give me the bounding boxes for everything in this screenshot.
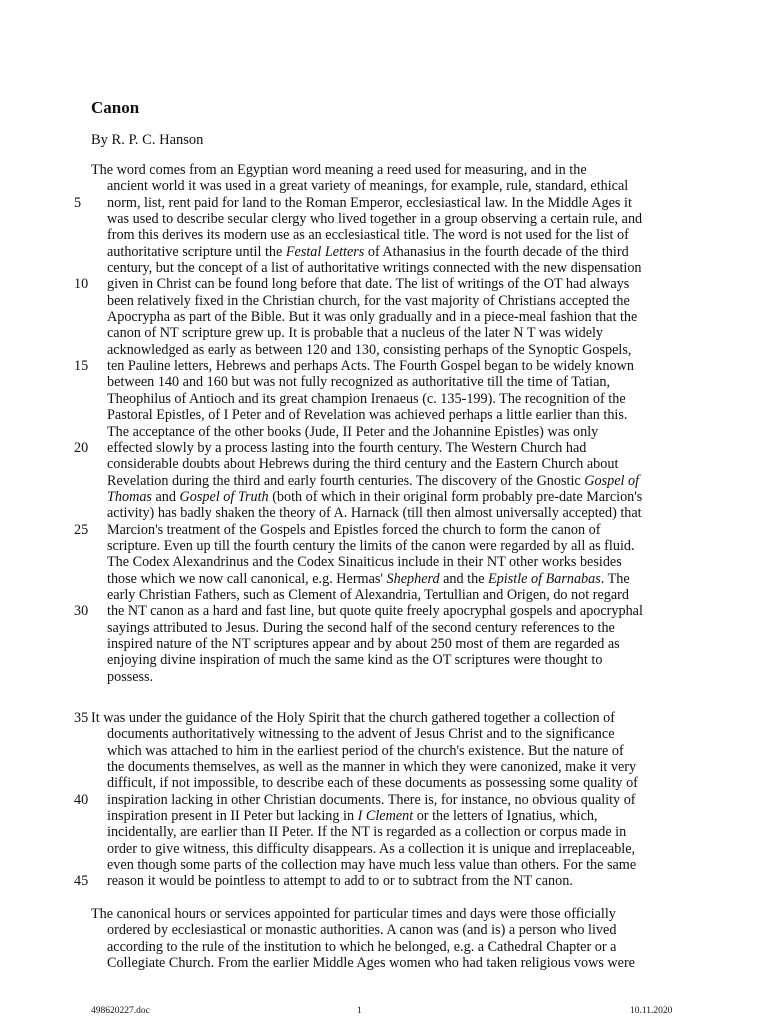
- line-text: ordered by ecclesiastical or monastic authorities. A canon was (and is) a person who lived: [107, 922, 617, 939]
- text-line: [0, 276, 768, 292]
- line-text: scripture. Even up till the fourth century the limits of the canon were regarded by all as fluid.: [107, 537, 635, 554]
- line-text: Marcion's treatment of the Gospels and Epistles forced the church to form the canon of: [107, 521, 601, 538]
- text-line: [0, 775, 768, 791]
- text-line: [0, 955, 768, 971]
- text-line: [0, 726, 768, 742]
- text-line: [0, 309, 768, 325]
- text-line: [0, 456, 768, 472]
- line-text: inspired nature of the NT scriptures appear and by about 250 most of them are regarded as: [107, 635, 620, 652]
- text-line: [0, 906, 768, 922]
- line-text: ancient world it was used in a great variety of meanings, for example, rule, standard, ethical: [107, 178, 629, 195]
- line-text: which was attached to him in the earliest period of the church's existence. But the nature of: [107, 742, 624, 759]
- line-text: canon of NT scripture grew up. It is probable that a nucleus of the later N T was widely: [107, 325, 604, 342]
- line-text: The word comes from an Egyptian word meaning a reed used for measuring, and in the: [91, 162, 587, 178]
- line-text: ten Pauline letters, Hebrews and perhaps Acts. The Fourth Gospel began to be widely known: [107, 358, 634, 375]
- text-line: [0, 227, 768, 243]
- line-text: was used to describe secular clergy who lived together in a group observing a certain rule, and: [107, 211, 643, 228]
- text-line: [0, 873, 768, 889]
- footer-date: 10.11.2020: [630, 1006, 673, 1016]
- line-number: 45: [74, 873, 89, 890]
- text-line: [0, 325, 768, 341]
- line-text: inspiration lacking in other Christian documents. There is, for instance, no obvious quality of: [107, 791, 636, 808]
- line-number: 10: [74, 276, 89, 293]
- text-line: [0, 743, 768, 759]
- text-line: [0, 489, 768, 505]
- footer-page-number: 1: [357, 1006, 362, 1016]
- text-line: [0, 407, 768, 423]
- line-text: from this derives its modern use as an ecclesiastical title. The word is not used for the list of: [107, 227, 629, 244]
- line-text: effected slowly by a process lasting into the fourth century. The Western Church had: [107, 439, 587, 456]
- text-line: [0, 571, 768, 587]
- line-text: century, but the concept of a list of authoritative writings connected with the new dispensation: [107, 260, 642, 277]
- text-line: [0, 424, 768, 440]
- text-line: [0, 178, 768, 194]
- text-line: [0, 162, 768, 178]
- text-line: [0, 554, 768, 570]
- line-text: Revelation during the third and early fourth centuries. The discovery of the Gnostic Gospel of: [107, 472, 640, 489]
- author-byline: By R. P. C. Hanson: [91, 132, 204, 148]
- text-line: [0, 374, 768, 390]
- line-text: activity) has badly shaken the theory of A. Harnack (till then almost universally accepted) that: [107, 505, 642, 522]
- text-line: [0, 211, 768, 227]
- line-number: 40: [74, 791, 89, 808]
- line-text: authoritative scripture until the Festal Letters of Athanasius in the fourth decade of the third: [107, 243, 629, 260]
- line-number: 5: [74, 194, 82, 211]
- text-line: [0, 939, 768, 955]
- line-text: order to give witness, this difficulty disappears. As a collection it is unique and irreplaceable,: [107, 840, 636, 857]
- text-line: [0, 603, 768, 619]
- line-number: 25: [74, 521, 89, 538]
- text-line: [0, 260, 768, 276]
- line-text: Pastoral Epistles, of I Peter and of Revelation was achieved perhaps a little earlier than this.: [107, 407, 628, 424]
- line-text: Collegiate Church. From the earlier Middle Ages women who had taken religious vows were: [107, 955, 635, 972]
- line-text: acknowledged as early as between 120 and 130, consisting perhaps of the Synoptic Gospels,: [107, 341, 632, 358]
- line-text: considerable doubts about Hebrews during the third century and the Eastern Church about: [107, 456, 619, 473]
- paragraph-3: [0, 906, 768, 971]
- line-number: 20: [74, 439, 89, 456]
- line-text: incidentally, are earlier than II Peter. If the NT is regarded as a collection or corpus made in: [107, 824, 627, 841]
- text-line: [0, 244, 768, 260]
- text-line: [0, 505, 768, 521]
- text-line: [0, 710, 768, 726]
- line-text: possess.: [107, 668, 154, 685]
- line-number: 30: [74, 603, 89, 620]
- line-text: The acceptance of the other books (Jude, II Peter and the Johannine Epistles) was only: [107, 423, 599, 440]
- text-line: [0, 652, 768, 668]
- line-text: sayings attributed to Jesus. During the second half of the second century references to the: [107, 619, 615, 636]
- paragraph-1: [0, 162, 768, 685]
- line-text: according to the rule of the institution to which he belonged, e.g. a Cathedral Chapter or a: [107, 938, 617, 955]
- line-text: difficult, if not impossible, to describe each of these documents as possessing some quality of: [107, 775, 638, 792]
- text-line: [0, 759, 768, 775]
- line-text: given in Christ can be found long before that date. The list of writings of the OT had always: [107, 276, 630, 293]
- line-text: the documents themselves, as well as the manner in which they were canonized, make it very: [107, 759, 637, 776]
- text-line: [0, 857, 768, 873]
- text-line: [0, 538, 768, 554]
- text-line: [0, 293, 768, 309]
- text-line: [0, 342, 768, 358]
- line-text: The Codex Alexandrinus and the Codex Sinaiticus include in their NT other works besides: [107, 554, 622, 571]
- line-number: 15: [74, 358, 89, 375]
- line-text: enjoying divine inspiration of much the same kind as the OT scriptures were thought to: [107, 652, 603, 669]
- text-line: [0, 358, 768, 374]
- line-text: reason it would be pointless to attempt to add to or to subtract from the NT canon.: [107, 873, 573, 890]
- line-text: even though some parts of the collection may have much less value than others. For the same: [107, 857, 637, 874]
- line-text: Theophilus of Antioch and its great champion Irenaeus (c. 135-199). The recognition of the: [107, 390, 626, 407]
- line-text: between 140 and 160 but was not fully recognized as authoritative till the time of Tatian,: [107, 374, 611, 391]
- text-line: [0, 792, 768, 808]
- text-line: [0, 636, 768, 652]
- text-line: [0, 922, 768, 938]
- line-text: It was under the guidance of the Holy Spirit that the church gathered together a collection of: [91, 710, 615, 726]
- text-line: [0, 195, 768, 211]
- line-text: those which we now call canonical, e.g. Hermas' Shepherd and the Epistle of Barnabas. The: [107, 570, 630, 587]
- document-title: Canon: [91, 98, 140, 117]
- footer-filename: 498620227.doc: [91, 1006, 150, 1016]
- line-text: early Christian Fathers, such as Clement of Alexandria, Tertullian and Origen, do not regard: [107, 586, 629, 603]
- text-line: [0, 522, 768, 538]
- text-line: [0, 473, 768, 489]
- line-text: The canonical hours or services appointed for particular times and days were those officially: [91, 906, 616, 922]
- line-text: norm, list, rent paid for land to the Roman Emperor, ecclesiastical law. In the Middle Ages it: [107, 194, 632, 211]
- paragraph-2: [0, 710, 768, 890]
- line-number: 35: [74, 710, 89, 726]
- text-line: [0, 440, 768, 456]
- text-line: [0, 587, 768, 603]
- line-text: inspiration present in II Peter but lacking in I Clement or the letters of Ignatius, which,: [107, 808, 598, 825]
- text-line: [0, 808, 768, 824]
- text-line: [0, 841, 768, 857]
- line-text: Apocrypha as part of the Bible. But it was only gradually and in a piece-meal fashion that the: [107, 309, 638, 326]
- line-text: Thomas and Gospel of Truth (both of which in their original form probably pre-date Marcion's: [107, 488, 643, 505]
- line-text: documents authoritatively witnessing to the advent of Jesus Christ and to the significance: [107, 726, 615, 743]
- line-text: been relatively fixed in the Christian church, for the vast majority of Christians accepted the: [107, 292, 630, 309]
- text-line: [0, 620, 768, 636]
- line-text: the NT canon as a hard and fast line, but quote quite freely apocryphal gospels and apocryphal: [107, 603, 643, 620]
- text-line: [0, 824, 768, 840]
- text-line: [0, 669, 768, 685]
- text-line: [0, 391, 768, 407]
